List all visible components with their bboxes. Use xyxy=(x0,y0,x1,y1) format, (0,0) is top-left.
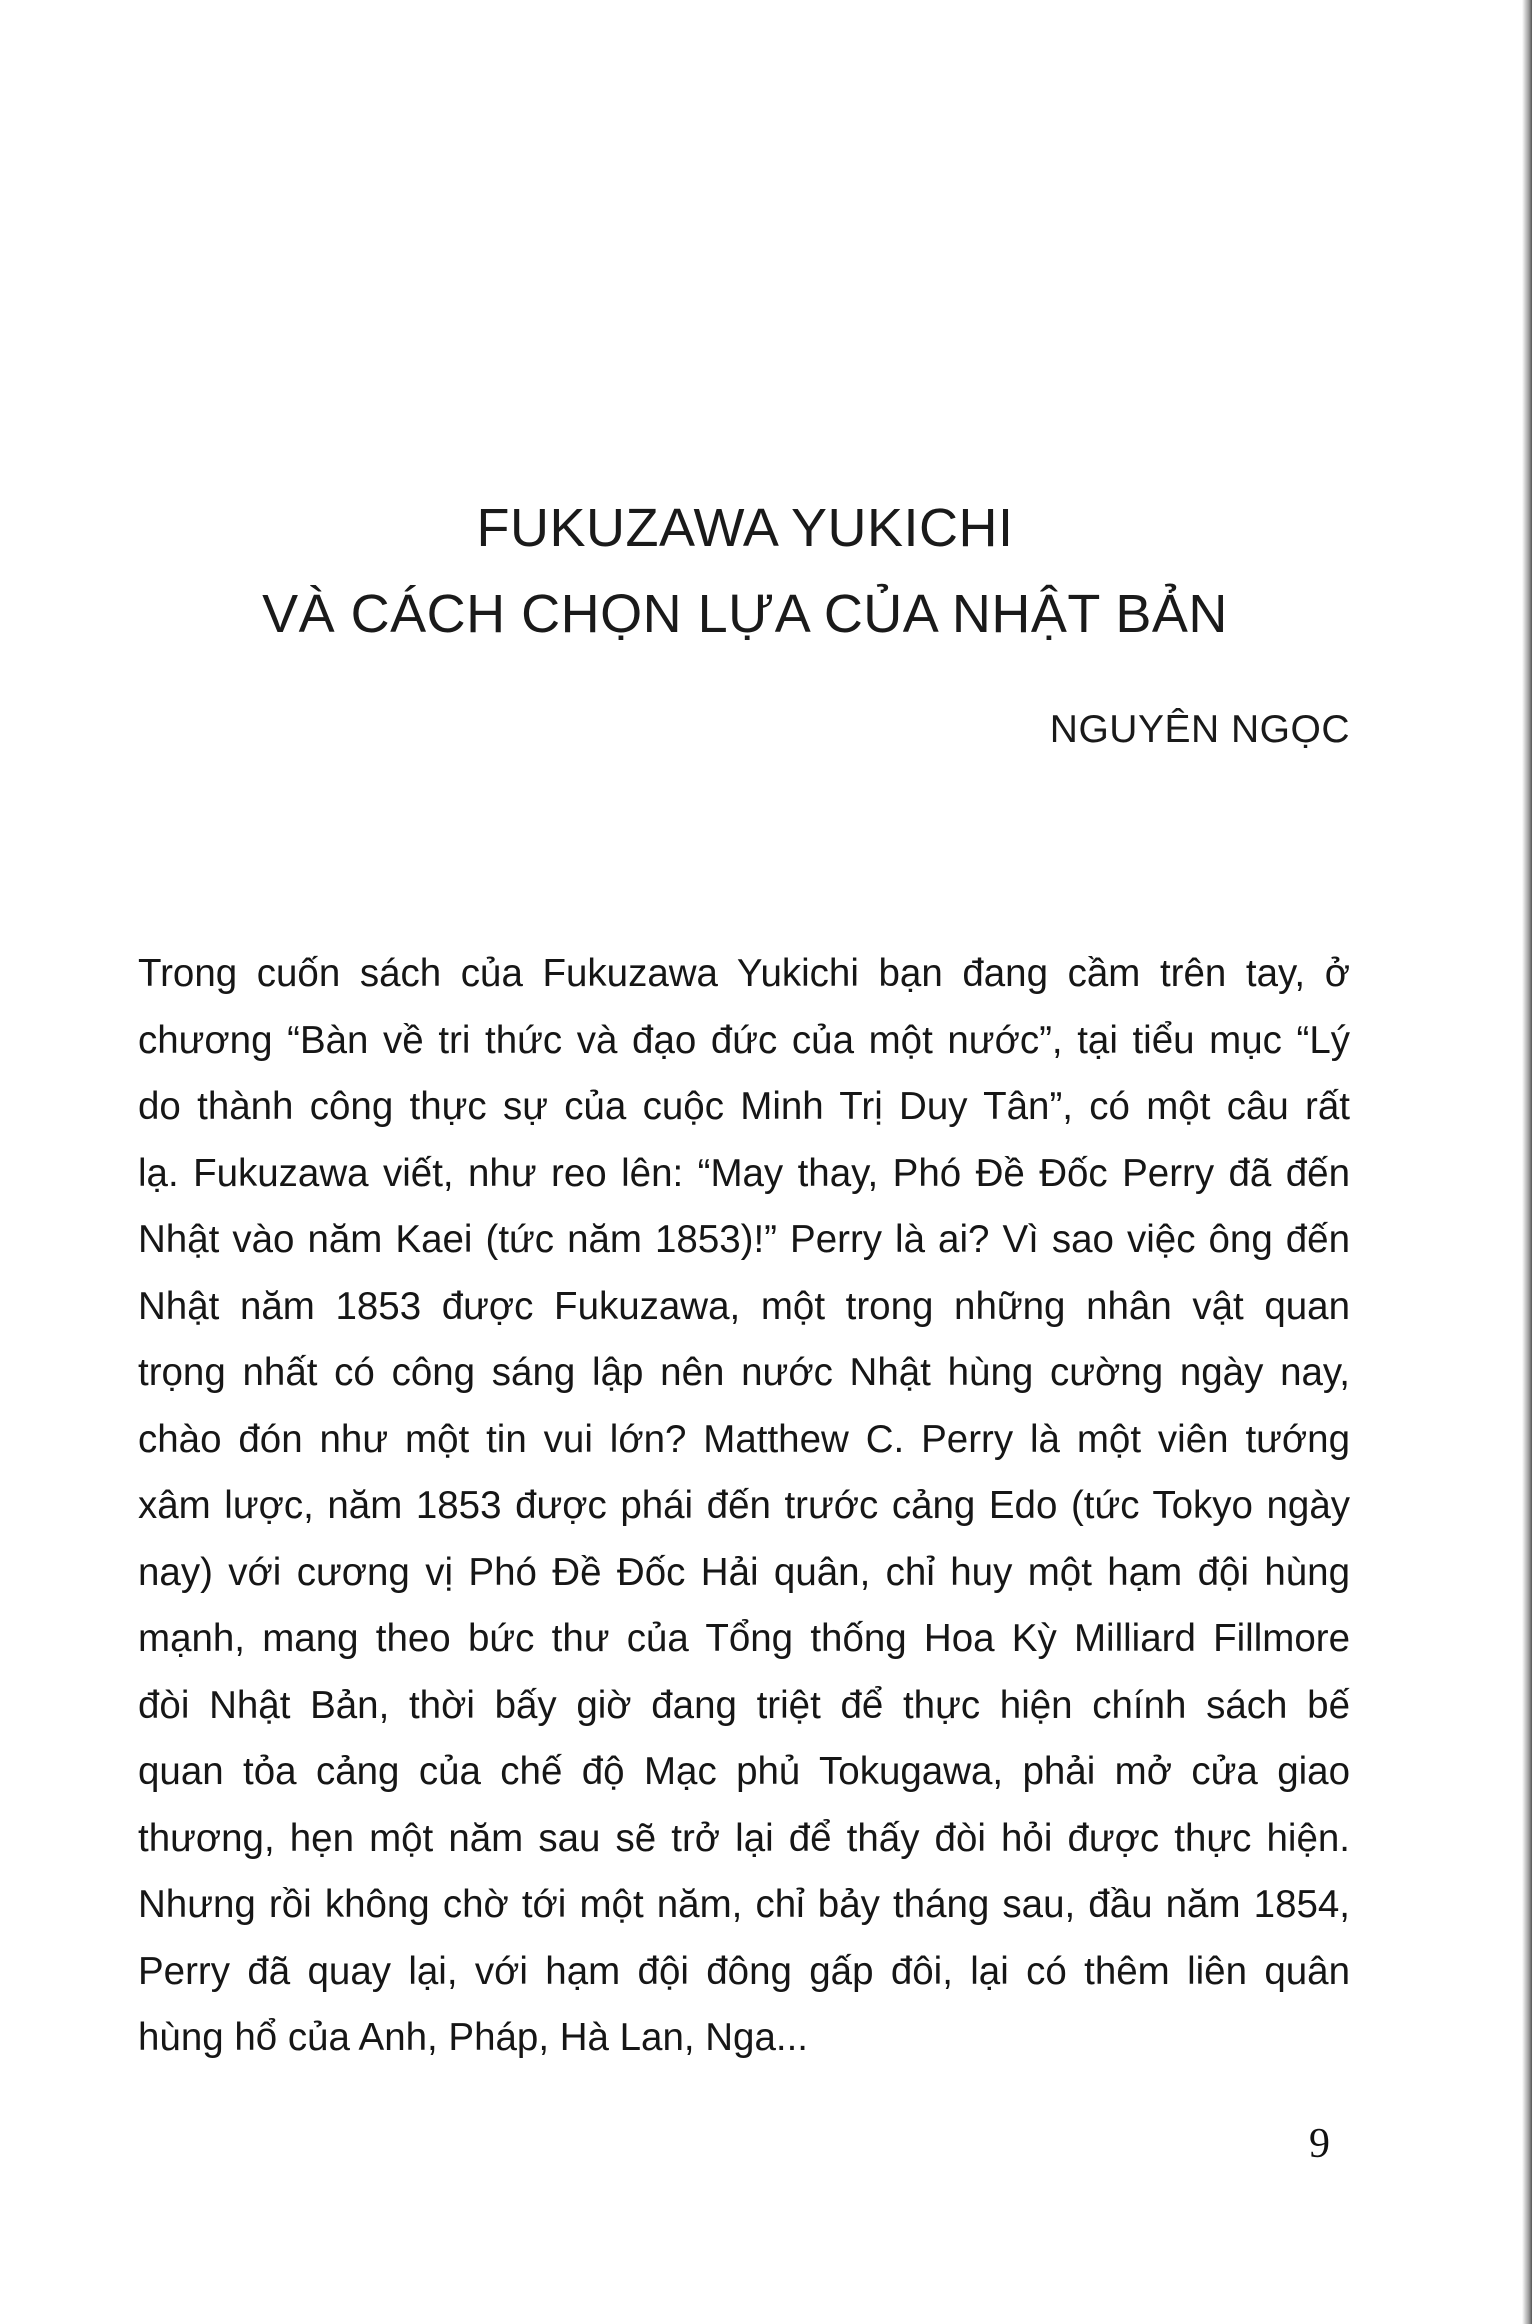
text-line: quan tỏa cảng của chế độ Mạc phủ Tokugawa, phải mở cửa giao xyxy=(138,1750,1350,1793)
text-line: chào đón như một tin vui lớn? Matthew C. Perry là một viên tướng xyxy=(138,1417,1350,1461)
author-name: NGUYÊN NGỌC xyxy=(1049,708,1350,751)
page-number: 9 xyxy=(1309,2121,1330,2167)
text-line: mạnh, mang theo bức thư của Tổng thống Hoa Kỳ Milliard Fillmore xyxy=(138,1617,1350,1660)
text-line: nay) với cương vị Phó Đề Đốc Hải quân, chỉ huy một hạm đội hùng xyxy=(138,1550,1350,1594)
text-line: Nhưng rồi không chờ tới một năm, chỉ bảy tháng sau, đầu năm 1854, xyxy=(138,1883,1350,1926)
text-line-last: hùng hổ của Anh, Pháp, Hà Lan, Nga... xyxy=(138,2016,808,2059)
body-paragraph xyxy=(138,941,1350,2072)
text-line: Nhật năm 1853 được Fukuzawa, một trong những nhân vật quan xyxy=(138,1284,1350,1328)
text-line: trọng nhất có công sáng lập nên nước Nhật hùng cường ngày nay, xyxy=(138,1351,1350,1394)
text-line: do thành công thực sự của cuộc Minh Trị Duy Tân”, có một câu rất xyxy=(138,1085,1350,1128)
text-line: xâm lược, năm 1853 được phái đến trước cảng Edo (tức Tokyo ngày xyxy=(138,1484,1350,1527)
text-line: Perry đã quay lại, với hạm đội đông gấp đôi, lại có thêm liên quân xyxy=(138,1949,1350,1993)
text-line: thương, hẹn một năm sau sẽ trở lại để thấy đòi hỏi được thực hiện. xyxy=(138,1816,1350,1860)
chapter-title-line-2: VÀ CÁCH CHỌN LỰA CỦA NHẬT BẢN xyxy=(262,584,1228,644)
text-line: lạ. Fukuzawa viết, như reo lên: “May thay, Phó Đề Đốc Perry đã đến xyxy=(138,1151,1350,1195)
chapter-title-line-1: FUKUZAWA YUKICHI xyxy=(476,498,1014,558)
page-edge-shadow xyxy=(1522,0,1532,2324)
text-line: chương “Bàn về tri thức và đạo đức của một nước”, tại tiểu mục “Lý xyxy=(138,1018,1350,1062)
chapter-title xyxy=(0,485,1490,657)
text-line: Trong cuốn sách của Fukuzawa Yukichi bạn đang cầm trên tay, ở xyxy=(138,952,1350,995)
text-line: đòi Nhật Bản, thời bấy giờ đang triệt để thực hiện chính sách bế xyxy=(138,1683,1350,1727)
text-line: Nhật vào năm Kaei (tức năm 1853)!” Perry là ai? Vì sao việc ông đến xyxy=(138,1218,1350,1261)
